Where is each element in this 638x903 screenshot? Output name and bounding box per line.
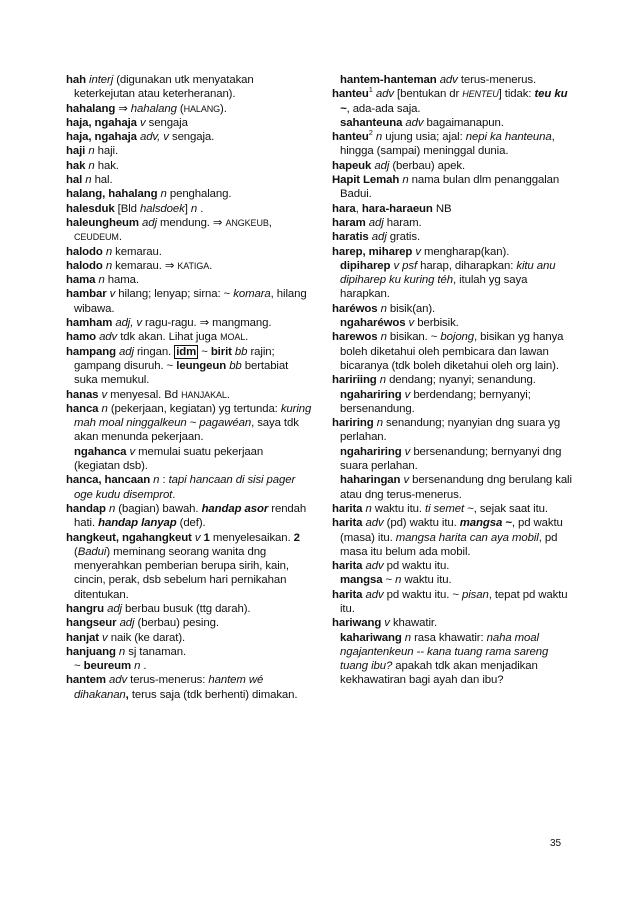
entry-text: adj <box>371 231 387 244</box>
headword: hanca <box>66 402 99 415</box>
entry-text: adv <box>99 331 118 344</box>
entry-text: menyesal. Bd <box>107 388 182 401</box>
headword: hambar <box>66 288 107 301</box>
entry-text: interj <box>89 74 114 86</box>
entry-text: hahalang <box>130 102 177 115</box>
entry-text: adj <box>107 602 122 615</box>
entry-text: . <box>245 331 249 344</box>
entry-text: v <box>404 445 411 458</box>
dictionary-entry <box>66 102 312 116</box>
headword: handap <box>66 502 106 515</box>
entry-text: adj <box>119 617 135 630</box>
entry-text: MOAL <box>220 332 246 343</box>
entry-text: memulai suatu pekerjaan (kegiatan dsb). <box>74 445 264 473</box>
entry-text: n <box>88 159 95 172</box>
entry-text: . <box>118 231 122 244</box>
headword: haririing <box>332 374 377 387</box>
entry-text: , bisikan yg hanya boleh diketahui oleh pembicara dan lawan bicaranya (tdk boleh diketahui oleh org lain). <box>340 331 564 372</box>
dictionary-entry <box>66 345 312 388</box>
entry-text: v <box>101 388 108 401</box>
subentry <box>332 316 578 330</box>
headword: hama <box>66 274 96 287</box>
entry-text: naha moal ngajantenkeun -- kana tuang rama sareng tuang ibu? <box>340 631 549 673</box>
headword: harita <box>332 502 363 515</box>
dictionary-entry <box>66 173 312 187</box>
entry-text: apakah tdk akan menjadikan kekhawatiran bagi ayah dan ibu? <box>340 660 538 687</box>
entry-text: HANJAKAL <box>181 389 227 400</box>
dictionary-entry <box>66 287 312 316</box>
entry-text: ti semet ~ <box>425 502 474 515</box>
entry-text: bertabiat suka memukul. <box>74 359 289 387</box>
entry-text: ] <box>184 202 191 215</box>
entry-text: khawatir. <box>389 617 438 630</box>
entry-text: , ada-ada saja. <box>346 102 421 115</box>
page-number: 35 <box>550 838 562 849</box>
headword: hahalang <box>66 102 116 115</box>
headword: kahariwang <box>340 631 402 644</box>
headword: birit <box>210 345 232 358</box>
entry-text: adj, v <box>115 317 142 330</box>
entry-text: ragu-ragu. ⇒ mangmang. <box>141 317 272 330</box>
dictionary-entry <box>66 531 312 602</box>
entry-text: kemarau. ⇒ <box>112 259 178 272</box>
entry-text: waktu itu. <box>401 574 452 587</box>
entry-text: hal. <box>91 174 113 187</box>
subentry <box>332 259 578 302</box>
entry-text: berdendang; bernyanyi; bersenandung. <box>340 388 531 415</box>
entry-text: penghalang. <box>166 188 232 201</box>
entry-text: ringan. <box>133 345 175 358</box>
headword: handap asor <box>201 502 269 515</box>
entry-text: , tepat pd waktu itu. <box>340 588 568 615</box>
entry-text: mangsa harita can aya mobil <box>395 531 539 544</box>
headword: 2 <box>293 531 300 544</box>
entry-text: sengaja <box>145 116 188 129</box>
entry-text: v <box>129 445 136 458</box>
entry-text: , saya tdk akan menunda pekerjaan. <box>74 417 299 444</box>
headword: ngahariring <box>340 445 402 458</box>
entry-text: ( <box>176 102 184 115</box>
entry-text: ⇒ <box>115 102 131 115</box>
headword: dipiharep <box>340 259 391 272</box>
entry-text: n <box>101 402 108 415</box>
entry-text: dendang; nyanyi; senandung. <box>386 374 536 387</box>
dictionary-entry <box>66 616 312 630</box>
entry-text: n <box>108 502 116 515</box>
headword: haji <box>66 145 86 158</box>
headword: harita <box>332 588 363 601</box>
headword: halang, hahalang <box>66 188 158 201</box>
entry-text: HALANG <box>183 103 221 114</box>
dictionary-entry <box>332 416 578 445</box>
dictionary-entry <box>66 602 312 616</box>
entry-text: , itulah yg saya harapkan. <box>340 274 528 301</box>
entry-text: ujung usia; ajal: <box>382 131 466 144</box>
subentry <box>66 445 312 474</box>
left-column <box>66 73 312 702</box>
entry-text: (berbau) pesing. <box>134 617 219 630</box>
entry-text: adv <box>405 116 424 129</box>
entry-text: nama bulan dlm penanggalan Badui. <box>340 174 560 201</box>
dictionary-entry <box>332 502 578 516</box>
dictionary-entry <box>66 202 312 216</box>
entry-text: (bagian) bawah. <box>115 502 202 515</box>
headword: hal <box>66 174 83 187</box>
headword: leungeun <box>176 359 227 372</box>
entry-text: (def). <box>176 517 206 530</box>
entry-text: adv <box>439 74 458 86</box>
headword: ngahariring <box>340 388 402 401</box>
entry-text: n <box>395 574 402 587</box>
entry-text: naik (ke darat). <box>107 631 186 644</box>
subentry <box>332 445 578 474</box>
dictionary-entry <box>332 159 578 173</box>
headword: haram <box>332 216 366 229</box>
dictionary-entry <box>66 673 312 702</box>
headword: handap lanyap <box>98 517 177 530</box>
headword: harewos <box>332 331 378 344</box>
entry-text: bagaimanapun. <box>423 116 504 129</box>
entry-text: Badui <box>77 545 107 558</box>
entry-text: adj <box>368 216 384 229</box>
entry-text: v <box>408 317 415 330</box>
entry-text: , hingga (sampai) meninggal dunia. <box>340 131 555 158</box>
entry-text: hak. <box>94 159 119 172</box>
headword: hah <box>66 74 86 86</box>
headword: haja, ngahaja <box>66 131 137 144</box>
entry-text: adv <box>365 588 384 601</box>
entry-text: berbau busuk (ttg darah). <box>121 602 251 615</box>
entry-text: n <box>404 631 411 644</box>
headword: hampang <box>66 345 116 358</box>
headword: 1 <box>203 531 210 544</box>
entry-text: n <box>376 417 383 430</box>
entry-text: bisikan. ~ <box>386 331 441 344</box>
entry-text: pd waktu itu. ~ <box>383 588 462 601</box>
entry-text: v <box>102 631 108 644</box>
entry-text: , <box>355 202 362 215</box>
entry-text: adv <box>109 674 128 687</box>
entry-text: kuring mah moal ninggalkeun ~ pagawéan <box>74 402 312 430</box>
entry-text: menyelesaikan. <box>209 531 294 544</box>
headword: hanteu <box>332 88 369 101</box>
entry-text: , <box>268 216 272 229</box>
entry-text: berbisik. <box>414 317 459 330</box>
headword: hantem <box>66 674 106 687</box>
entry-text: CEUDEUM <box>74 232 119 243</box>
entry-text: . <box>209 259 213 272</box>
entry-text: rendah hati. <box>74 502 307 530</box>
dictionary-entry <box>332 373 578 387</box>
entry-text: . <box>197 202 204 215</box>
entry-text: n <box>402 174 409 187</box>
headword: ngahanca <box>74 445 127 458</box>
headword: hanca, hancaan <box>66 474 151 487</box>
dictionary-entry <box>66 245 312 259</box>
dictionary-entry <box>66 159 312 173</box>
entry-text: KATIGA <box>177 260 210 271</box>
dictionary-entry <box>66 144 312 158</box>
dictionary-entry <box>66 631 312 645</box>
entry-text: 1 <box>368 85 373 95</box>
entry-text: . <box>172 488 176 501</box>
entry-text: bb <box>229 359 242 372</box>
entry-text: bersenandung; bernyanyi dng suara perlahan. <box>340 445 562 473</box>
entry-text: NB <box>432 202 452 215</box>
entry-text: v <box>384 617 390 630</box>
entry-text: haji. <box>94 145 119 158</box>
headword: halodo <box>66 245 103 258</box>
headword: harita <box>332 517 363 530</box>
entry-text: , pd masa itu belum ada mobil. <box>340 531 558 558</box>
headword: harita <box>332 560 363 573</box>
entry-text: mendung. ⇒ <box>156 216 226 229</box>
dictionary-entry <box>332 202 578 216</box>
entry-text: ~ <box>382 574 396 587</box>
entry-text: pisan <box>461 588 489 601</box>
headword: haharingan <box>340 474 401 487</box>
entry-text: n <box>190 202 198 215</box>
entry-text: [Bld <box>114 202 140 215</box>
entry-text: n <box>160 188 167 201</box>
headword: hapeuk <box>332 159 372 172</box>
entry-text: kitu anu dipiharep ku kuring téh <box>340 259 556 287</box>
entry-text: , sejak saat itu. <box>473 502 548 515</box>
entry-text: n <box>380 302 387 315</box>
dictionary-entry <box>332 330 578 373</box>
headword: hara-haraeun <box>361 202 433 215</box>
entry-text: n <box>379 374 386 387</box>
headword: haratis <box>332 231 369 244</box>
headword: hariwang <box>332 617 382 630</box>
entry-text: v <box>403 474 410 487</box>
entry-text: bojong <box>440 331 475 344</box>
entry-text: hilang; lenyap; sirna: ~ <box>115 288 234 301</box>
entry-text: v <box>404 388 411 401</box>
headword: ngaharéwos <box>340 317 406 330</box>
entry-text: ( <box>74 545 78 558</box>
entry-text: (berbau) apek. <box>389 159 466 172</box>
headword: hara <box>332 202 356 215</box>
entry-text: adv <box>365 560 384 573</box>
dictionary-entry <box>332 87 578 116</box>
entry-text: halsdoek <box>139 202 185 215</box>
entry-text: terus saja (tdk berhenti) dimakan. <box>128 688 298 701</box>
entry-text: . <box>226 388 230 401</box>
dictionary-entry <box>66 130 312 144</box>
headword: hanas <box>66 388 99 401</box>
headword: teu ku ~ <box>340 88 568 115</box>
entry-text: (pd) waktu itu. <box>383 517 460 530</box>
entry-text: komara <box>233 288 271 301</box>
entry-text: n <box>365 502 372 515</box>
headword: hangkeut, ngahangkeut <box>66 531 192 544</box>
dictionary-entry <box>66 330 312 344</box>
entry-text: adj <box>374 159 390 172</box>
dictionary-entry <box>66 259 312 273</box>
entry-text: bisik(an). <box>386 302 436 315</box>
subentry <box>332 573 578 587</box>
entry-text: ANGKEUB <box>225 217 269 228</box>
headword: beureum <box>83 660 132 673</box>
entry-text: sengaja. <box>168 131 215 144</box>
entry-text: rasa khawatir: <box>411 631 487 644</box>
entry-text: nepi ka hanteuna <box>465 131 552 144</box>
headword: hangseur <box>66 617 117 630</box>
headword: hamham <box>66 317 113 330</box>
entry-text: HENTEU <box>462 89 499 100</box>
entry-text: v <box>139 116 146 129</box>
entry-text: ] tidak: <box>498 88 535 101</box>
subentry <box>332 388 578 417</box>
entry-text: adv <box>375 88 394 101</box>
headword: hanjat <box>66 631 99 644</box>
entry-text: n <box>105 259 113 272</box>
entry-text: n <box>98 274 105 287</box>
entry-text: adv, v <box>139 131 169 144</box>
right-column <box>332 73 578 688</box>
entry-text: idm <box>176 345 197 358</box>
dictionary-entry <box>332 230 578 244</box>
entry-text: ~ <box>74 660 84 673</box>
headword: hanteu <box>332 131 369 144</box>
headword: hangru <box>66 602 104 615</box>
headword: hamo <box>66 331 96 344</box>
dictionary-entry <box>66 116 312 130</box>
entry-text: terus-menerus: <box>127 674 209 687</box>
dictionary-entry <box>66 316 312 330</box>
entry-text: terus-menerus. <box>457 74 537 86</box>
dictionary-entry <box>66 502 312 531</box>
dictionary-entry <box>332 302 578 316</box>
headword: sahanteuna <box>340 116 403 129</box>
headword: haja, ngahaja <box>66 116 137 129</box>
dictionary-entry <box>66 388 312 402</box>
dictionary-entry <box>66 187 312 201</box>
entry-text: adj <box>142 216 157 229</box>
subentry <box>66 659 312 673</box>
entry-text: , hilang wibawa. <box>74 288 307 315</box>
dictionary-entry <box>332 245 578 259</box>
entry-text: ~ <box>198 345 211 358</box>
entry-text: senandung; nyanyian dng suara yg perlahan. <box>340 417 561 444</box>
entry-text: sj tanaman. <box>125 645 187 658</box>
headword: haleungheum <box>66 216 139 229</box>
headword: mangsa ~ <box>459 517 512 530</box>
entry-text: 2 <box>368 128 373 138</box>
dictionary-entry <box>332 130 578 159</box>
entry-text: ) meminang seorang wanita dng menyerahkan pemberian berupa sirih, kain, cincin, perak, dsb sebelum hari pernikahan ditentukan. <box>74 545 289 601</box>
headword: halesduk <box>66 202 115 215</box>
headword: Hapit Lemah <box>332 174 400 187</box>
entry-text: mengharap(kan). <box>420 245 510 258</box>
entry-text: n <box>153 474 160 487</box>
headword: haréwos <box>332 302 378 315</box>
entry-text: [bentukan dr <box>393 88 463 101</box>
dictionary-entry <box>332 616 578 630</box>
subentry <box>332 631 578 688</box>
dictionary-entry <box>332 516 578 559</box>
entry-text: , pd waktu (masa) itu. <box>340 517 563 544</box>
entry-text: n <box>134 660 141 673</box>
entry-text: waktu itu. <box>371 502 425 515</box>
entry-text: adv <box>365 517 384 530</box>
entry-text: harap, diharapkan: <box>417 259 517 272</box>
dictionary-entry <box>332 588 578 617</box>
entry-text: hama. <box>104 274 139 287</box>
entry-text: bb <box>234 345 248 358</box>
dictionary-entry <box>66 473 312 502</box>
entry-text: tdk akan. Lihat juga <box>117 331 221 344</box>
entry-text: tapi hancaan di sisi pager oge kudu disemprot <box>74 474 296 501</box>
headword: hak <box>66 159 86 172</box>
headword: mangsa <box>340 574 383 587</box>
dictionary-entry <box>332 173 578 202</box>
dictionary-entry <box>66 216 312 245</box>
headword: harep, miharep <box>332 245 413 258</box>
entry-text: v psf <box>393 259 418 272</box>
entry-text: n <box>85 174 92 187</box>
dictionary-entry <box>66 273 312 287</box>
entry-text: pd waktu itu. <box>383 560 450 573</box>
entry-text: : <box>159 474 169 487</box>
entry-text: n <box>375 131 383 144</box>
headword: halodo <box>66 259 103 272</box>
entry-text: n <box>105 245 113 258</box>
dictionary-entry <box>66 73 312 102</box>
entry-text: v <box>415 245 421 258</box>
headword: hantem-hanteman <box>340 74 437 86</box>
entry-text: . <box>140 660 147 673</box>
entry-text: ). <box>220 102 227 115</box>
dictionary-entry <box>66 645 312 659</box>
entry-text: n <box>380 331 387 344</box>
entry-text: gratis. <box>386 231 421 244</box>
subentry <box>332 473 578 502</box>
entry-text: adj <box>119 345 134 358</box>
entry-text: n <box>118 645 126 658</box>
entry-text: haram. <box>383 216 422 229</box>
dictionary-entry <box>332 559 578 573</box>
headword: , <box>125 688 129 701</box>
entry-text: (digunakan utk menyatakan keterkejutan atau keterheranan). <box>74 74 254 101</box>
entry-text: v <box>109 288 116 301</box>
entry-text: (pekerjaan, kegiatan) yg tertunda: <box>107 402 281 415</box>
entry-text: n <box>88 145 95 158</box>
dictionary-entry <box>66 402 312 445</box>
dictionary-entry <box>332 216 578 230</box>
entry-text: v <box>194 531 201 544</box>
headword: hariring <box>332 417 374 430</box>
entry-text: hantem wé dihakanan <box>74 674 264 701</box>
entry-text: bersenandung dng berulang kali atau dng terus-menerus. <box>340 474 572 501</box>
entry-text: kemarau. <box>112 245 162 258</box>
entry-text: rajin; gampang disuruh. ~ <box>74 345 275 372</box>
headword: hanjuang <box>66 645 116 658</box>
